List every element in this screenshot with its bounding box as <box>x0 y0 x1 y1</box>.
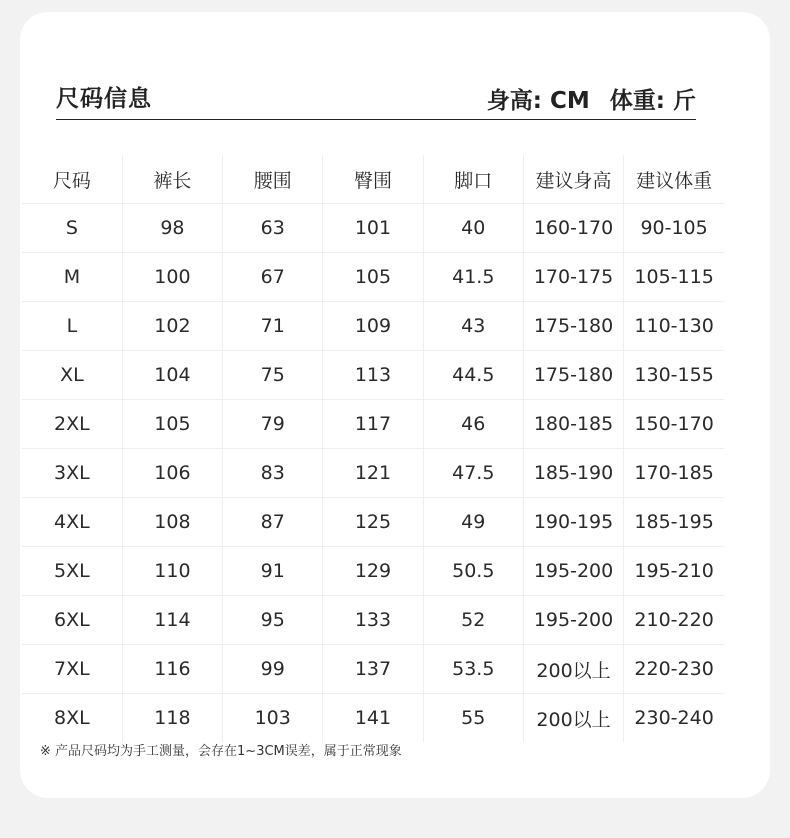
table-cell: 116 <box>122 645 222 694</box>
column-header: 臀围 <box>323 155 423 204</box>
table-cell: 170-185 <box>624 449 724 498</box>
table-cell: 47.5 <box>423 449 523 498</box>
table-cell: 83 <box>223 449 323 498</box>
table-row <box>22 253 724 302</box>
table-header-row <box>22 155 724 204</box>
table-row <box>22 204 724 253</box>
table-cell: 105 <box>323 253 423 302</box>
table-cell: 40 <box>423 204 523 253</box>
table-cell: 200以上 <box>523 645 623 694</box>
table-row <box>22 498 724 547</box>
table-cell: 195-200 <box>523 547 623 596</box>
table-cell: 220-230 <box>624 645 724 694</box>
table-cell: 125 <box>323 498 423 547</box>
table-cell: XL <box>22 351 122 400</box>
header-divider <box>56 119 696 120</box>
table-cell: 106 <box>122 449 222 498</box>
table-cell: 129 <box>323 547 423 596</box>
table-cell: S <box>22 204 122 253</box>
weight-unit-label: 体重: 斤 <box>609 88 696 114</box>
table-cell: 160-170 <box>523 204 623 253</box>
table-body <box>22 204 724 743</box>
table-cell: 121 <box>323 449 423 498</box>
table-row <box>22 645 724 694</box>
table-cell: 118 <box>122 694 222 743</box>
table-cell: 6XL <box>22 596 122 645</box>
table-cell: 104 <box>122 351 222 400</box>
table-cell: 100 <box>122 253 222 302</box>
column-header: 腰围 <box>223 155 323 204</box>
table-cell: 7XL <box>22 645 122 694</box>
table-cell: 230-240 <box>624 694 724 743</box>
table-row <box>22 400 724 449</box>
table-cell: 79 <box>223 400 323 449</box>
table-cell: 195-200 <box>523 596 623 645</box>
table-cell: 190-195 <box>523 498 623 547</box>
table-cell: 117 <box>323 400 423 449</box>
units-legend <box>487 82 696 115</box>
table-cell: L <box>22 302 122 351</box>
table-row <box>22 547 724 596</box>
header <box>56 80 696 116</box>
table-cell: 102 <box>122 302 222 351</box>
table-cell: 175-180 <box>523 351 623 400</box>
table-cell: 200以上 <box>523 694 623 743</box>
page-title: 尺码信息 <box>56 86 152 112</box>
column-header: 裤长 <box>122 155 222 204</box>
table-cell: 46 <box>423 400 523 449</box>
table-cell: 2XL <box>22 400 122 449</box>
table-cell: 110 <box>122 547 222 596</box>
table-cell: 210-220 <box>624 596 724 645</box>
table-cell: 108 <box>122 498 222 547</box>
table-cell: 110-130 <box>624 302 724 351</box>
table-cell: 141 <box>323 694 423 743</box>
table-cell: 133 <box>323 596 423 645</box>
table-cell: 105 <box>122 400 222 449</box>
table-cell: 101 <box>323 204 423 253</box>
table-cell: 195-210 <box>624 547 724 596</box>
table-cell: 109 <box>323 302 423 351</box>
table-cell: 137 <box>323 645 423 694</box>
table-row <box>22 694 724 743</box>
table-cell: 130-155 <box>624 351 724 400</box>
table-cell: 98 <box>122 204 222 253</box>
table-cell: 50.5 <box>423 547 523 596</box>
table-cell: 180-185 <box>523 400 623 449</box>
table-cell: 150-170 <box>624 400 724 449</box>
table-cell: 90-105 <box>624 204 724 253</box>
table-cell: 75 <box>223 351 323 400</box>
table-cell: 185-195 <box>624 498 724 547</box>
table-cell: 67 <box>223 253 323 302</box>
table-cell: 114 <box>122 596 222 645</box>
table-cell: 5XL <box>22 547 122 596</box>
table-cell: 53.5 <box>423 645 523 694</box>
table-cell: 175-180 <box>523 302 623 351</box>
table-cell: 105-115 <box>624 253 724 302</box>
table-row <box>22 596 724 645</box>
column-header: 建议身高 <box>523 155 623 204</box>
table-cell: 95 <box>223 596 323 645</box>
table-cell: 43 <box>423 302 523 351</box>
table-cell: 41.5 <box>423 253 523 302</box>
table-row <box>22 351 724 400</box>
table-cell: 170-175 <box>523 253 623 302</box>
table-cell: M <box>22 253 122 302</box>
measurement-note: ※ 产品尺码均为手工测量，会存在1~3CM误差，属于正常现象 <box>40 744 402 759</box>
table-cell: 3XL <box>22 449 122 498</box>
table-cell: 52 <box>423 596 523 645</box>
table-cell: 91 <box>223 547 323 596</box>
table-cell: 63 <box>223 204 323 253</box>
table-cell: 103 <box>223 694 323 743</box>
table-cell: 55 <box>423 694 523 743</box>
table-cell: 87 <box>223 498 323 547</box>
column-header: 脚口 <box>423 155 523 204</box>
table-cell: 185-190 <box>523 449 623 498</box>
height-unit-label: 身高: CM <box>486 88 590 114</box>
table-cell: 99 <box>223 645 323 694</box>
table-row <box>22 302 724 351</box>
table-cell: 44.5 <box>423 351 523 400</box>
table-cell: 49 <box>423 498 523 547</box>
table-cell: 4XL <box>22 498 122 547</box>
table-cell: 8XL <box>22 694 122 743</box>
size-table <box>22 155 724 742</box>
column-header: 建议体重 <box>624 155 724 204</box>
column-header: 尺码 <box>52 169 91 192</box>
table-cell: 113 <box>323 351 423 400</box>
table-cell: 71 <box>223 302 323 351</box>
table-row <box>22 449 724 498</box>
